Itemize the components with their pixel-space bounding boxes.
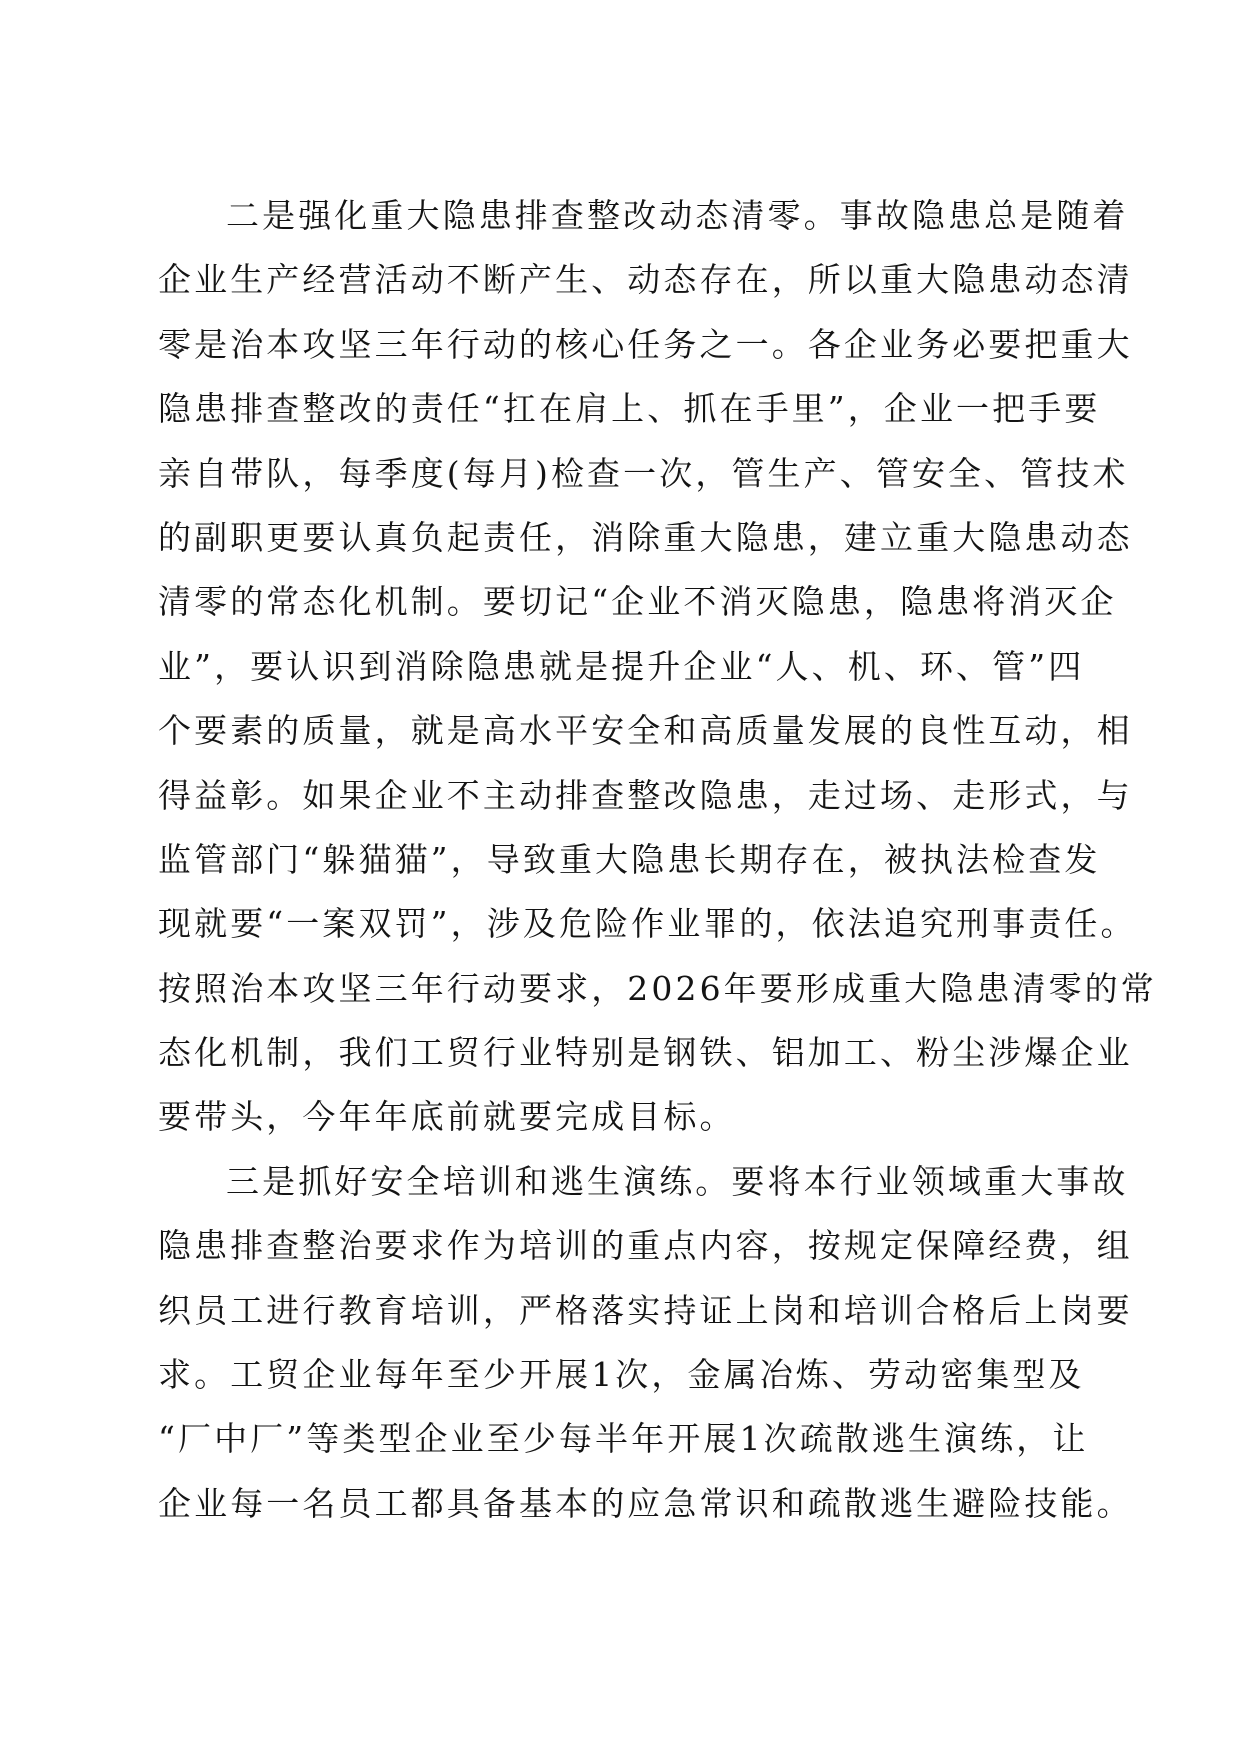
paragraph-hidden-danger-clearance (158, 184, 1157, 1150)
paragraph-line: 清零的常态化机制。要切记“企业不消灭隐患，隐患将消灭企 (158, 582, 1117, 622)
paragraph-line: 要带头，今年年底前就要完成目标。 (158, 1097, 736, 1137)
paragraph-line: 企业每一名员工都具备基本的应急常识和疏散逃生避险技能。 (158, 1483, 1133, 1523)
paragraph-line: 织员工进行教育培训，严格落实持证上岗和培训合格后上岗要 (158, 1290, 1133, 1330)
paragraph-safety-training (158, 1150, 1133, 1536)
paragraph-line: 求。工贸企业每年至少开展1次，金属冶炼、劳动密集型及 (158, 1355, 1085, 1395)
paragraph-line: 态化机制，我们工贸行业特别是钢铁、铝加工、粉尘涉爆企业 (158, 1033, 1133, 1073)
paragraph-line: 的副职更要认真负起责任，消除重大隐患，建立重大隐患动态 (158, 517, 1133, 557)
paragraph-line: 隐患排查整改的责任“扛在肩上、抓在手里”，企业一把手要 (158, 389, 1101, 429)
paragraph-line: 亲自带队，每季度(每月)检查一次，管生产、管安全、管技术 (158, 453, 1129, 493)
paragraph-line: “厂中厂”等类型企业至少每半年开展1次疏散逃生演练，让 (158, 1419, 1089, 1459)
paragraph-line: 业”，要认识到消除隐患就是提升企业“人、机、环、管”四 (158, 646, 1085, 686)
paragraph-line: 企业生产经营活动不断产生、动态存在，所以重大隐患动态清 (158, 260, 1133, 300)
paragraph-line: 监管部门“躲猫猫”，导致重大隐患长期存在，被执法检查发 (158, 839, 1101, 879)
paragraph-line: 二是强化重大隐患排查整改动态清零。事故隐患总是随着 (226, 196, 1129, 235)
paragraph-line: 现就要“一案双罚”，涉及危险作业罪的，依法追究刑事责任。 (158, 904, 1137, 944)
paragraph-line: 个要素的质量，就是高水平安全和高质量发展的良性互动，相 (158, 711, 1133, 751)
paragraph-line: 按照治本攻坚三年行动要求，2026年要形成重大隐患清零的常 (158, 968, 1157, 1008)
paragraph-line: 隐患排查整治要求作为培训的重点内容，按规定保障经费，组 (158, 1226, 1133, 1266)
paragraph-line: 零是治本攻坚三年行动的核心任务之一。各企业务必要把重大 (158, 324, 1133, 364)
paragraph-line: 三是抓好安全培训和逃生演练。要将本行业领域重大事故 (226, 1161, 1129, 1201)
paragraph-line: 得益彰。如果企业不主动排查整改隐患，走过场、走形式，与 (158, 775, 1133, 815)
document-body (158, 184, 1157, 1536)
